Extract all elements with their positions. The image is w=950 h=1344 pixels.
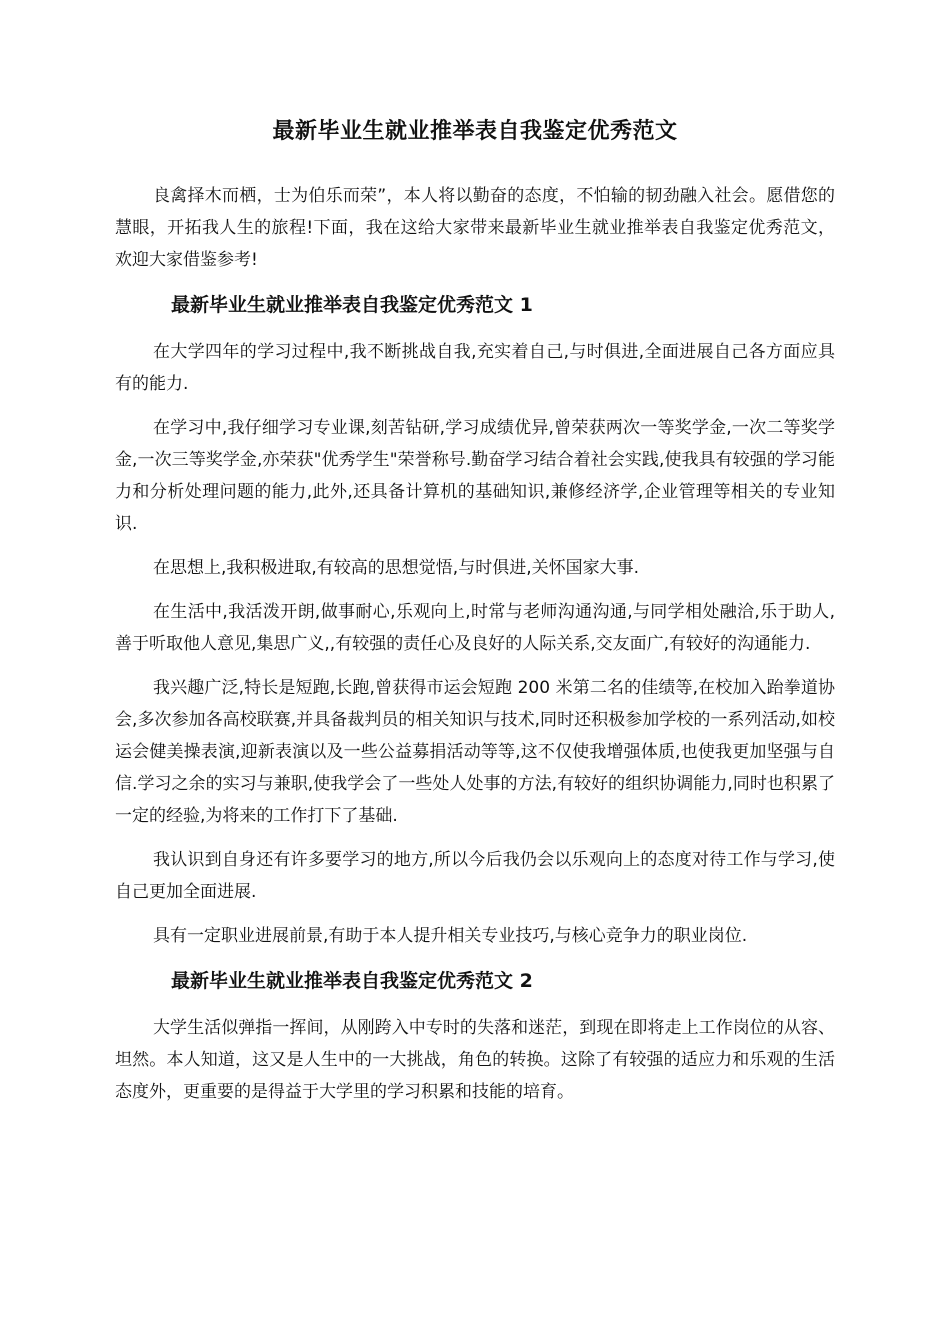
document-body — [115, 180, 835, 1120]
section-1-paragraph-4: 在生活中,我活泼开朗,做事耐心,乐观向上,时常与老师沟通沟通,与同学相处融洽,乐于助人,善于听取他人意见,集思广义,,有较强的责任心及良好的人际关系,交友面广,有较好的沟通能力. — [115, 602, 835, 654]
section-1-paragraph-1: 在大学四年的学习过程中,我不断挑战自我,充实着自己,与时俱进,全面进展自己各方面应具有的能力. — [115, 342, 835, 394]
document-title: 最新毕业生就业推举表自我鉴定优秀范文 — [272, 119, 678, 144]
section-1-paragraph-7: 具有一定职业进展前景,有助于本人提升相关专业技巧,与核心竞争力的职业岗位. — [153, 926, 748, 946]
intro-paragraph: 良禽择木而栖，士为伯乐而荣”，本人将以勤奋的态度，不怕输的韧劲融入社会。愿借您的慧眼，开拓我人生的旅程!下面，我在这给大家带来最新毕业生就业推举表自我鉴定优秀范文，欢迎大家借鉴参考! — [115, 186, 835, 270]
section-1-paragraph-5: 我兴趣广泛,特长是短跑,长跑,曾获得市运会短跑 200 米第二名的佳绩等,在校加入跆拳道协会,多次参加各高校联赛,并具备裁判员的相关知识与技术,同时还积极参加学校的一系列活动,如校运会健美操表演,迎新表演以及一些公益募捐活动等等,这不仅使我增强体质,也使我更加坚强与自信.学习之余的实习与兼职,使我学会了一些处人处事的方法,有较好的组织协调能力,同时也积累了一定的经验,为将来的工作打下了基础. — [115, 678, 835, 826]
section-heading-2: 最新毕业生就业推举表自我鉴定优秀范文 2 — [171, 970, 533, 992]
section-1-paragraph-3: 在思想上,我积极进取,有较高的思想觉悟,与时俱进,关怀国家大事. — [153, 558, 640, 578]
section-1-paragraph-2: 在学习中,我仔细学习专业课,刻苦钻研,学习成绩优异,曾荣获两次一等奖学金,一次二等奖学金,一次三等奖学金,亦荣获"优秀学生"荣誉称号.勤奋学习结合着社会实践,使我具有较强的学习能力和分析处理问题的能力,此外,还具备计算机的基础知识,兼修经济学,企业管理等相关的专业知识. — [115, 418, 835, 534]
section-2-paragraph-1: 大学生活似弹指一挥间，从刚跨入中专时的失落和迷茫，到现在即将走上工作岗位的从容、坦然。本人知道，这又是人生中的一大挑战，角色的转换。这除了有较强的适应力和乐观的生活态度外，更重要的是得益于大学里的学习积累和技能的培育。 — [115, 1018, 835, 1102]
section-heading-1: 最新毕业生就业推举表自我鉴定优秀范文 1 — [171, 294, 533, 316]
section-1-paragraph-6: 我认识到自身还有许多要学习的地方,所以今后我仍会以乐观向上的态度对待工作与学习,使自己更加全面进展. — [115, 850, 835, 902]
